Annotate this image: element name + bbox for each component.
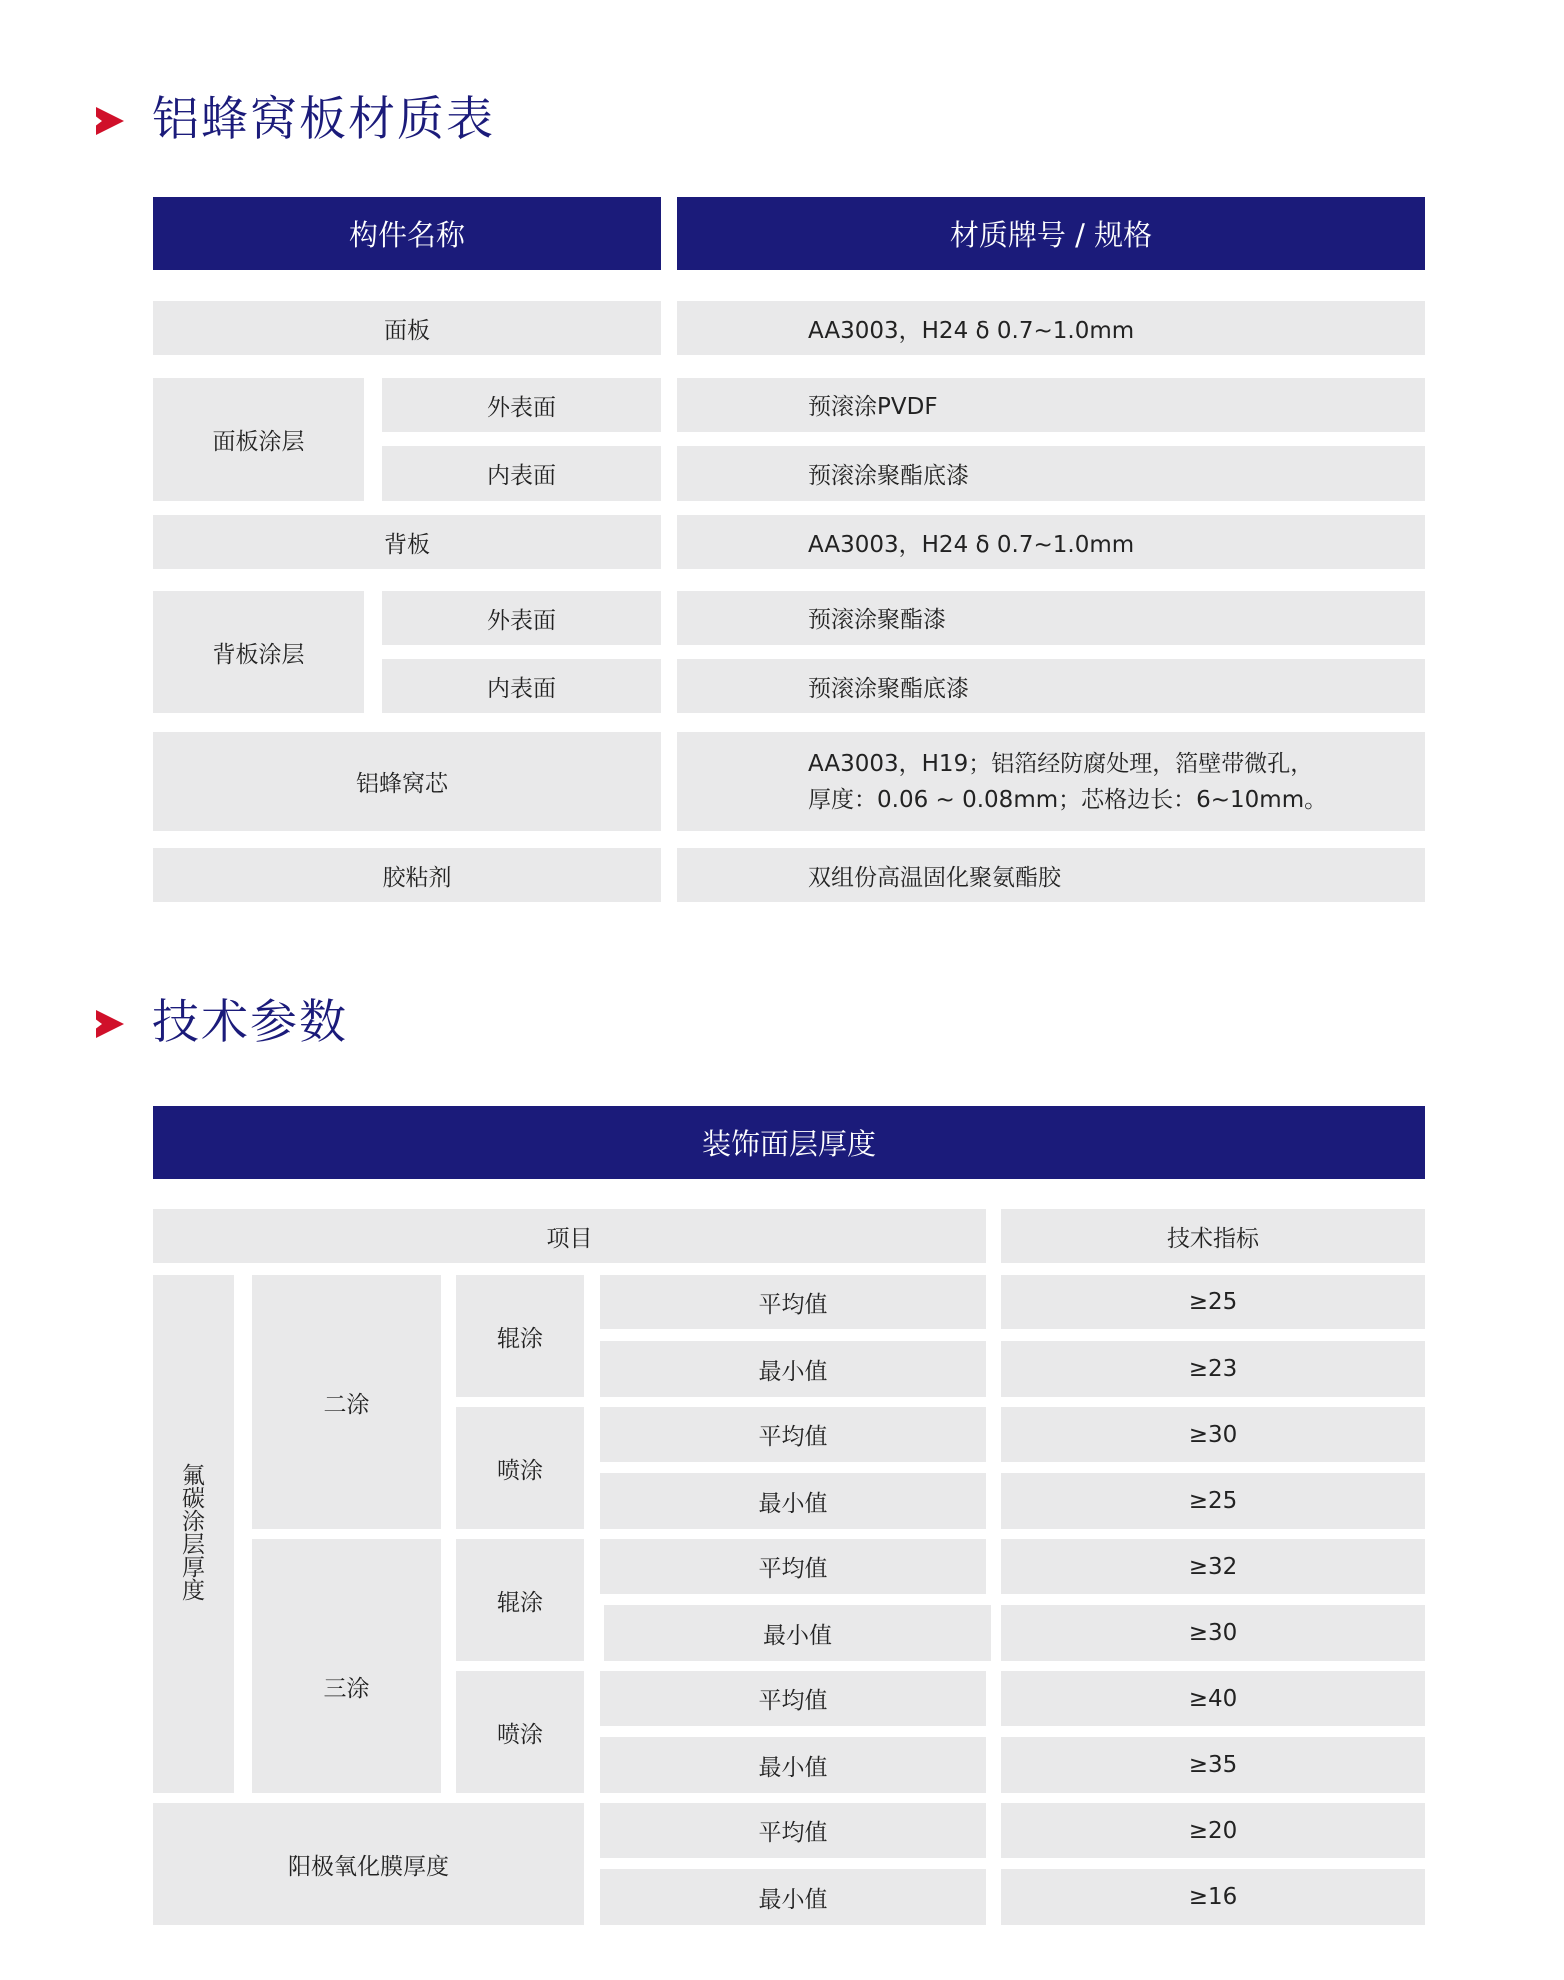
row-panel-name: 面板 — [153, 301, 661, 355]
value-cell: ≥20 — [1001, 1803, 1425, 1858]
row-back-spec: AA3003，H24 δ 0.7~1.0mm — [677, 515, 1425, 569]
row-panel-coating-outer-spec: 预滚涂PVDF — [677, 378, 1425, 432]
table-title-coating-thickness: 装饰面层厚度 — [153, 1106, 1425, 1179]
three-coat-label: 三涂 — [252, 1539, 441, 1793]
fluoro-label-char: 度 — [182, 1578, 205, 1604]
value-cell: ≥40 — [1001, 1671, 1425, 1726]
fluoro-coating-thickness-label — [153, 1275, 234, 1793]
stat-min: 最小值 — [600, 1737, 986, 1793]
stat-avg: 平均值 — [600, 1803, 986, 1858]
value-cell: ≥35 — [1001, 1737, 1425, 1793]
value-cell: ≥25 — [1001, 1473, 1425, 1529]
stat-avg: 平均值 — [600, 1539, 986, 1594]
stat-avg: 平均值 — [600, 1671, 986, 1726]
row-adhesive-spec: 双组份高温固化聚氨酯胶 — [677, 848, 1425, 902]
section-title-tech-params: 技术参数 — [152, 995, 348, 1050]
header-component-name: 构件名称 — [153, 197, 661, 270]
roll-coat-label: 辊涂 — [456, 1539, 584, 1661]
fluoro-label-char: 碳 — [182, 1486, 205, 1512]
section-title-materials: 铝蜂窝板材质表 — [152, 92, 495, 147]
row-adhesive-name: 胶粘剂 — [153, 848, 661, 902]
stat-min: 最小值 — [604, 1605, 991, 1661]
section-arrow-icon — [96, 1010, 124, 1038]
spray-coat-label: 喷涂 — [456, 1407, 584, 1529]
fluoro-label-char: 厚 — [182, 1555, 205, 1581]
row-core-name: 铝蜂窝芯 — [153, 732, 661, 831]
row-panel-coating-name: 面板涂层 — [153, 378, 364, 501]
stat-min: 最小值 — [600, 1869, 986, 1925]
row-panel-spec: AA3003，H24 δ 0.7~1.0mm — [677, 301, 1425, 355]
row-back-coating-outer-spec: 预滚涂聚酯漆 — [677, 591, 1425, 645]
col-header-item: 项目 — [153, 1209, 986, 1263]
fluoro-label-char: 层 — [182, 1532, 205, 1558]
stat-avg: 平均值 — [600, 1407, 986, 1462]
header-material-spec: 材质牌号 / 规格 — [677, 197, 1425, 270]
value-cell: ≥30 — [1001, 1605, 1425, 1661]
row-panel-coating-inner: 内表面 — [382, 446, 661, 501]
roll-coat-label: 辊涂 — [456, 1275, 584, 1397]
row-core-spec-line1: AA3003，H19；铝箔经防腐处理，箔壁带微孔， — [808, 750, 1314, 777]
row-panel-coating-outer: 外表面 — [382, 378, 661, 432]
row-panel-coating-inner-spec: 预滚涂聚酯底漆 — [677, 446, 1425, 501]
row-core-spec — [677, 732, 1425, 831]
value-cell: ≥16 — [1001, 1869, 1425, 1925]
fluoro-label-char: 氟 — [182, 1463, 205, 1489]
anodic-film-thickness-label: 阳极氧化膜厚度 — [153, 1803, 584, 1925]
stat-avg: 平均值 — [600, 1275, 986, 1329]
value-cell: ≥32 — [1001, 1539, 1425, 1594]
stat-min: 最小值 — [600, 1473, 986, 1529]
two-coat-label: 二涂 — [252, 1275, 441, 1529]
value-cell: ≥30 — [1001, 1407, 1425, 1462]
value-cell: ≥23 — [1001, 1341, 1425, 1397]
row-back-name: 背板 — [153, 515, 661, 569]
row-back-coating-inner-spec: 预滚涂聚酯底漆 — [677, 659, 1425, 713]
row-back-coating-name: 背板涂层 — [153, 591, 364, 713]
row-core-spec-line2: 厚度：0.06 ~ 0.08mm；芯格边长：6~10mm。 — [808, 786, 1328, 813]
stat-min: 最小值 — [600, 1341, 986, 1397]
spray-coat-label: 喷涂 — [456, 1671, 584, 1793]
row-back-coating-inner: 内表面 — [382, 659, 661, 713]
section-arrow-icon — [96, 107, 124, 135]
col-header-index: 技术指标 — [1001, 1209, 1425, 1263]
row-back-coating-outer: 外表面 — [382, 591, 661, 645]
fluoro-label-char: 涂 — [182, 1509, 205, 1535]
value-cell: ≥25 — [1001, 1275, 1425, 1329]
